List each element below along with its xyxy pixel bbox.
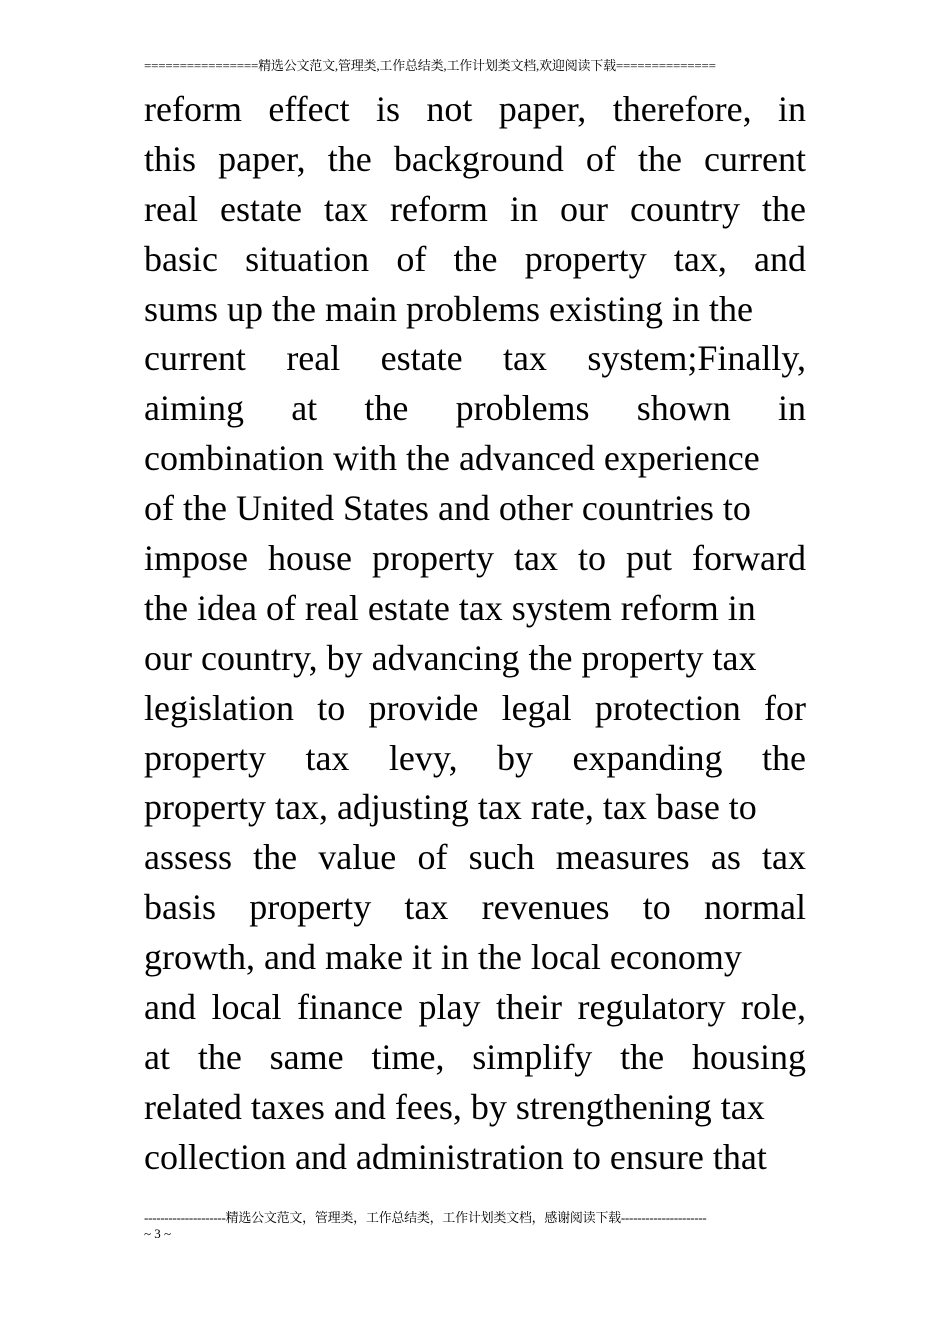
footer-banner: --------------------精选公文范文，管理类，工作总结类，工作计划类文档，感谢阅读下载--------------------- — [144, 1210, 707, 1225]
body-line: basis property tax revenues to normal — [144, 887, 806, 928]
body-line: basic situation of the property tax, and — [144, 238, 806, 279]
body-line: current real estate tax system;Finally, — [144, 338, 806, 379]
body-text — [144, 85, 806, 1183]
body-line: at the same time, simplify the housing — [144, 1036, 806, 1077]
header-banner: ================精选公文范文,管理类,工作总结类,工作计划类文档,欢迎阅读下载============== — [144, 58, 716, 73]
body-line: our country, by advancing the property tax — [144, 637, 757, 678]
body-line: aiming at the problems shown in — [144, 388, 806, 429]
body-line: property tax, adjusting tax rate, tax base to — [144, 787, 757, 828]
body-line: property tax levy, by expanding the — [144, 737, 806, 778]
body-line: reform effect is not paper, therefore, in — [144, 89, 806, 129]
page-number: ~ 3 ~ — [144, 1226, 172, 1241]
body-line: assess the value of such measures as tax — [144, 837, 806, 878]
body-line: the idea of real estate tax system reform in — [144, 587, 756, 628]
body-line: impose house property tax to put forward — [144, 538, 806, 579]
body-line: of the United States and other countries to — [144, 488, 751, 529]
body-line: sums up the main problems existing in the — [144, 288, 753, 329]
body-line: combination with the advanced experience — [144, 438, 760, 479]
body-line: growth, and make it in the local economy — [144, 937, 742, 978]
body-line: related taxes and fees, by strengthening tax — [144, 1086, 765, 1127]
body-line: collection and administration to ensure that — [144, 1136, 767, 1177]
body-line: this paper, the background of the current — [144, 138, 806, 179]
body-line: and local finance play their regulatory role, — [144, 987, 806, 1028]
body-line: legislation to provide legal protection for — [144, 687, 806, 728]
body-line: real estate tax reform in our country the — [144, 188, 806, 229]
